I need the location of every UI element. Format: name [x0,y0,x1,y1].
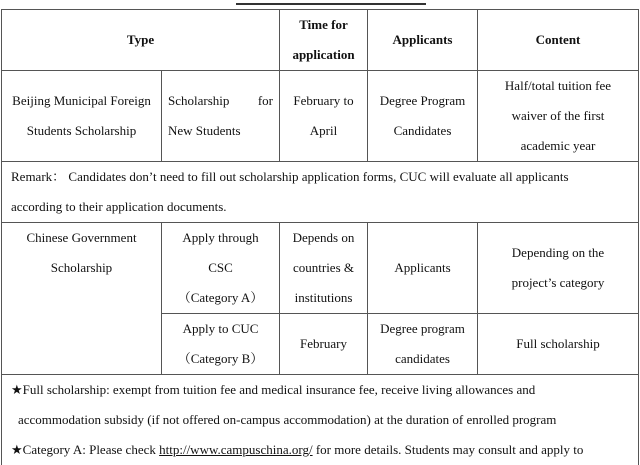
note-full-scholarship-line2: accommodation subsidy (if not offered on-campus accommodation) at the duration of enrolled program [11,405,634,435]
cuc-applicants-line2: candidates [372,344,473,374]
beijing-content [478,71,639,162]
cuc-sub [162,314,280,375]
cuc-applicants [368,314,478,375]
header-content: Content [478,10,639,71]
header-time-line1: Time for [284,10,363,40]
beijing-sub-word1: Scholarship [168,86,229,116]
remark-cell [2,162,639,223]
chinese-gov-content-line1: Depending on the [482,238,634,268]
chinese-gov-name-line2: Scholarship [6,253,157,283]
csc-sub [162,223,280,314]
cuc-sub-line2: （Category B） [166,344,275,374]
cuc-applicants-line1: Degree program [372,314,473,344]
beijing-sub-line1 [166,86,275,116]
cuc-time: February [280,314,368,375]
csc-sub-line2: CSC [166,253,275,283]
beijing-time-line1: February to [284,86,363,116]
cropped-heading-underline [236,0,426,5]
note-full-scholarship-line1: ★Full scholarship: exempt from tuition fee and medical insurance fee, receive living allowances and [11,375,634,405]
beijing-sub-word2: for [258,86,273,116]
chinese-gov-time-line3: institutions [284,283,363,313]
beijing-applicants-line1: Degree Program [372,86,473,116]
note-category-a-prefix: ★Category A: Please check [11,442,159,457]
beijing-name [2,71,162,162]
beijing-applicants-line2: Candidates [372,116,473,146]
row-beijing [2,71,639,162]
chinese-gov-applicants: Applicants [368,223,478,314]
cuc-content: Full scholarship [478,314,639,375]
chinese-gov-name-line1: Chinese Government [6,223,157,253]
scholarship-table [1,9,639,465]
beijing-sub-line2: New Students [166,116,275,146]
note-category-a [11,435,634,465]
chinese-gov-name [2,223,162,375]
beijing-content-line3: academic year [482,131,634,161]
notes-cell [2,375,639,465]
header-type: Type [2,10,280,71]
chinese-gov-content-line2: project’s category [482,268,634,298]
beijing-time [280,71,368,162]
header-time-line2: application [284,40,363,70]
chinese-gov-time-line1: Depends on [284,223,363,253]
beijing-content-line2: waiver of the first [482,101,634,131]
note-category-a-suffix: for more details. Students may consult and apply to [313,442,584,457]
header-applicants: Applicants [368,10,478,71]
chinese-gov-time [280,223,368,314]
chinese-gov-time-line2: countries & [284,253,363,283]
header-time [280,10,368,71]
beijing-name-line1: Beijing Municipal Foreign [6,86,157,116]
remark-line2: according to their application documents. [11,192,634,222]
csc-sub-line3: （Category A） [166,283,275,313]
row-notes [2,375,639,465]
chinese-gov-content [478,223,639,314]
beijing-applicants [368,71,478,162]
header-row [2,10,639,71]
remark-line1: Remark： Candidates don’t need to fill out scholarship application forms, CUC will evaluate all applicants [11,162,634,192]
beijing-sub [162,71,280,162]
csc-sub-line1: Apply through [166,223,275,253]
row-chinese-gov [2,223,639,314]
cropped-heading [0,0,640,8]
beijing-content-line1: Half/total tuition fee [482,71,634,101]
row-remark [2,162,639,223]
beijing-time-line2: April [284,116,363,146]
campuschina-link[interactable]: http://www.campuschina.org/ [159,442,312,457]
cuc-sub-line1: Apply to CUC [166,314,275,344]
beijing-name-line2: Students Scholarship [6,116,157,146]
